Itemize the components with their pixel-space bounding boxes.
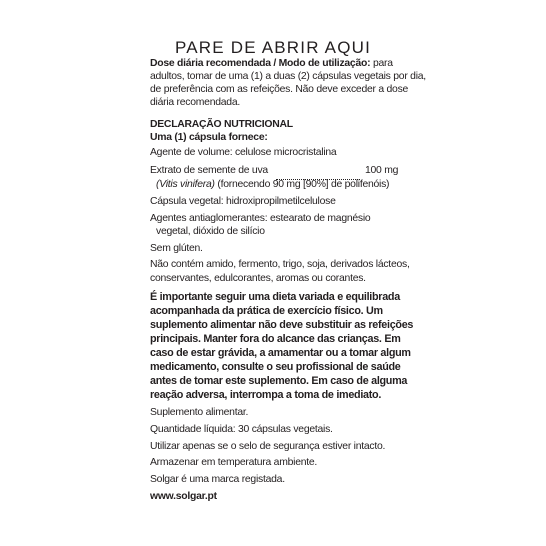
warning-line: É importante seguir uma dieta variada e equilibrada [150, 291, 400, 303]
anticaking-agents-cont: vegetal, dióxido de silício [156, 226, 265, 237]
warning-line: reação adversa, interrompa a toma de imediato. [150, 389, 382, 401]
bulking-agent: Agente de volume: celulose microcristalina [150, 147, 337, 158]
nutrition-heading: DECLARAÇÃO NUTRICIONAL [150, 119, 293, 130]
dose-line-1-tail: para [372, 58, 393, 69]
warning-line: medicamento, consulte o seu profissional de saúde [150, 361, 401, 373]
tear-here-title: PARE DE ABRIR AQUI [174, 38, 372, 57]
free-from-line-2: conservantes, edulcorantes, aromas ou corantes. [150, 273, 366, 284]
anticaking-agents: Agentes antiaglomerantes: estearato de magnésio [150, 213, 371, 224]
supplement-statement: Suplemento alimentar. [150, 407, 249, 418]
grape-latin-name: (Vitis vinifera) [156, 179, 215, 190]
warning-line: caso de estar grávida, a amamentar ou a tomar algum [150, 347, 411, 359]
storage-notice: Armazenar em temperatura ambiente. [150, 457, 318, 468]
warning-line: suplemento alimentar não deve substituir as refeições [150, 319, 414, 331]
per-capsule-heading: Uma (1) cápsula fornece: [150, 132, 268, 143]
warning-line: principais. Manter fora do alcance das crianças. Em [150, 333, 401, 345]
grape-amount: 100 mg [365, 165, 399, 176]
capsule-material: Cápsula vegetal: hidroxipropilmetilcelulose [150, 196, 336, 207]
seal-notice: Utilizar apenas se o selo de segurança estiver intacto. [150, 441, 386, 452]
dose-line-2: adultos, tomar de uma (1) a duas (2) cápsulas vegetais por dia, [150, 71, 426, 82]
free-from-line-1: Não contém amido, fermento, trigo, soja, derivados lácteos, [150, 259, 410, 270]
dose-line-4: diária recomendada. [150, 97, 240, 108]
website-link[interactable]: www.solgar.pt [150, 491, 217, 502]
warning-line: antes de tomar este suplemento. Em caso de alguma [150, 375, 408, 387]
grape-extract: Extrato de semente de uva [150, 165, 268, 176]
dose-line-1 [150, 57, 393, 70]
grape-detail: (fornecendo 90 mg [90%] de polifenóis) [217, 179, 390, 190]
dose-heading: Dose diária recomendada / Modo de utilização: [150, 58, 371, 69]
trademark-notice: Solgar é uma marca registada. [150, 474, 285, 485]
net-quantity: Quantidade líquida: 30 cápsulas vegetais. [150, 424, 333, 435]
warning-line: acompanhada da prática de exercício físico. Um [150, 305, 383, 317]
gluten-free: Sem glúten. [150, 243, 203, 254]
grape-detail-line [156, 178, 389, 191]
dose-line-3: de preferência com as refeições. Não deve exceder a dose [150, 84, 409, 95]
